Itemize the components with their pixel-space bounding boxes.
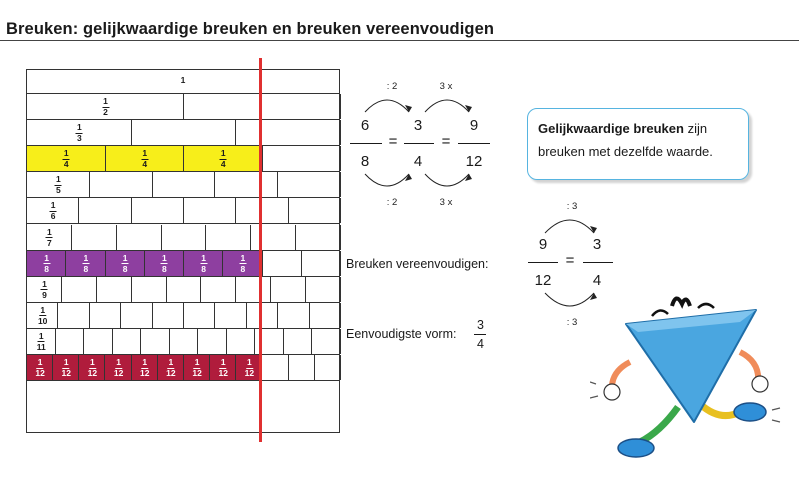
wall-cell (170, 329, 199, 354)
wall-cell (132, 120, 237, 145)
wall-cell (296, 225, 341, 250)
fraction-label: 1 12 (140, 357, 150, 378)
fraction-label: 1 4 (63, 148, 69, 170)
wall-cell (263, 251, 302, 276)
wall-cell (312, 329, 341, 354)
wall-row-2 (27, 94, 339, 120)
fraction-label: 1 12 (244, 357, 255, 378)
equivalence-arrows (345, 82, 495, 212)
simplest-label: Eenvoudigste vorm: (346, 327, 457, 341)
simplify-bottom-op: : 3 (566, 317, 578, 328)
fraction-label: 1 5 (56, 174, 61, 196)
fraction-label: 1 12 (166, 357, 176, 378)
wall-row-11 (27, 329, 339, 355)
wall-cell (284, 329, 313, 354)
wall-row-8 (27, 251, 339, 277)
note-text-2: breuken met dezelfde waarde. (538, 144, 713, 159)
fraction-label: 1 8 (162, 252, 167, 274)
simplify-label: Breuken vereenvoudigen: (346, 257, 489, 271)
fraction-9-12-den: 12 (465, 153, 483, 170)
fraction-label: 1 8 (44, 252, 49, 274)
fraction-label: 1 12 (87, 357, 98, 378)
wall-row-9 (27, 277, 339, 303)
fraction-bar (404, 143, 434, 144)
fraction-label: 1 11 (36, 330, 46, 352)
simplify-to-den: 4 (592, 272, 602, 289)
wall-cell (162, 225, 207, 250)
fraction-bar (474, 334, 486, 335)
wall-cell (90, 172, 153, 197)
wall-cell (62, 277, 97, 302)
wall-cell (206, 225, 251, 250)
fraction-bar (458, 143, 490, 144)
wall-cell (315, 355, 341, 380)
wall-cell (121, 303, 152, 328)
wall-cell (153, 303, 184, 328)
wall-cell (215, 172, 278, 197)
bottom-op-multiply: 3 x (439, 197, 453, 208)
wall-cell (289, 355, 315, 380)
fraction-label: 1 8 (201, 252, 206, 274)
wall-cell (184, 303, 215, 328)
wall-cell (153, 172, 216, 197)
wall-cell (132, 198, 184, 223)
wall-cell (90, 303, 121, 328)
wall-cell (310, 303, 341, 328)
fraction-label: 1 12 (192, 357, 202, 378)
fraction-6-8-den: 8 (360, 153, 370, 170)
wall-cell (72, 225, 117, 250)
equals-sign: = (441, 133, 451, 150)
wall-cell (141, 329, 170, 354)
wall-cell (113, 329, 142, 354)
wall-row-4 (27, 146, 339, 172)
fraction-3-4-den: 4 (413, 153, 423, 170)
fraction-label: 1 7 (47, 226, 52, 248)
definition-note (527, 108, 749, 180)
wall-row-7 (27, 225, 339, 251)
wall-cell (263, 146, 342, 171)
fraction-bar (583, 262, 613, 263)
wall-row-6 (27, 198, 339, 224)
fraction-label: 1 6 (50, 200, 56, 222)
equal-value-line (259, 58, 262, 442)
fraction-6-8-num: 6 (360, 117, 370, 134)
note-text-1: zijn (683, 121, 708, 136)
fraction-3-4-num: 3 (413, 117, 423, 134)
wall-cell (117, 225, 162, 250)
wall-cell (306, 277, 341, 302)
wall-row-12 (27, 355, 339, 381)
fraction-label: 1 2 (103, 96, 108, 117)
fraction-label: 1 8 (240, 252, 246, 274)
wall-row-whole (27, 70, 339, 94)
wall-row-10 (27, 303, 339, 329)
top-op-multiply: 3 x (439, 81, 453, 92)
wall-cell (215, 303, 246, 328)
fraction-label: 1 8 (83, 252, 89, 274)
note-bold-term: Gelijkwaardige breuken (538, 121, 684, 136)
wall-cell (271, 277, 306, 302)
fraction-label: 1 9 (42, 278, 47, 300)
wall-cell (58, 303, 89, 328)
wall-cell (184, 198, 236, 223)
wall-cell (201, 277, 236, 302)
wall-cell (184, 94, 341, 119)
wall-row-3 (27, 120, 339, 146)
fraction-label: 1 12 (35, 357, 45, 378)
simplest-num: 3 (477, 318, 484, 332)
bottom-op-divide: : 2 (386, 197, 398, 208)
wall-cell (302, 251, 341, 276)
equals-sign: = (565, 252, 575, 269)
title-divider (0, 40, 799, 41)
fraction-label: 1 12 (113, 357, 124, 378)
wall-cell (167, 277, 202, 302)
triangle-mascot-icon (590, 292, 790, 472)
page-title: Breuken: gelijkwaardige breuken en breuken vereenvoudigen (6, 20, 495, 38)
simplify-from-num: 9 (538, 236, 548, 253)
simplify-top-op: : 3 (566, 201, 578, 212)
fraction-bar (350, 143, 382, 144)
fraction-label: 1 4 (220, 148, 226, 170)
top-op-divide: : 2 (386, 81, 398, 92)
fraction-label: 1 12 (218, 357, 228, 378)
wall-cell (56, 329, 85, 354)
wall-row-5 (27, 172, 339, 198)
simplify-to-num: 3 (592, 236, 602, 253)
wall-cell (236, 120, 341, 145)
wall-cell (247, 303, 278, 328)
wall-cell (198, 329, 227, 354)
fraction-label: 1 8 (122, 252, 128, 274)
wall-cell (263, 355, 289, 380)
simplify-from-den: 12 (534, 272, 552, 289)
fraction-label: 1 10 (37, 304, 48, 326)
fraction-label: 1 3 (76, 122, 82, 144)
wall-cell (97, 277, 132, 302)
fraction-wall (26, 69, 340, 433)
wall-cell (289, 198, 341, 223)
wall-cell (236, 277, 271, 302)
wall-cell (79, 198, 131, 223)
fraction-label: 1 4 (142, 148, 148, 170)
wall-cell (278, 303, 309, 328)
fraction-bar (528, 262, 558, 263)
wall-cell (84, 329, 113, 354)
fraction-9-12-num: 9 (469, 117, 479, 134)
simplest-den: 4 (477, 337, 484, 351)
wall-cell (236, 198, 288, 223)
fraction-label: 1 12 (61, 357, 71, 378)
whole-label: 1 (180, 75, 186, 85)
wall-cell (227, 329, 256, 354)
wall-cell (251, 225, 296, 250)
wall-cell (278, 172, 341, 197)
wall-cell (132, 277, 167, 302)
equals-sign: = (388, 133, 398, 150)
